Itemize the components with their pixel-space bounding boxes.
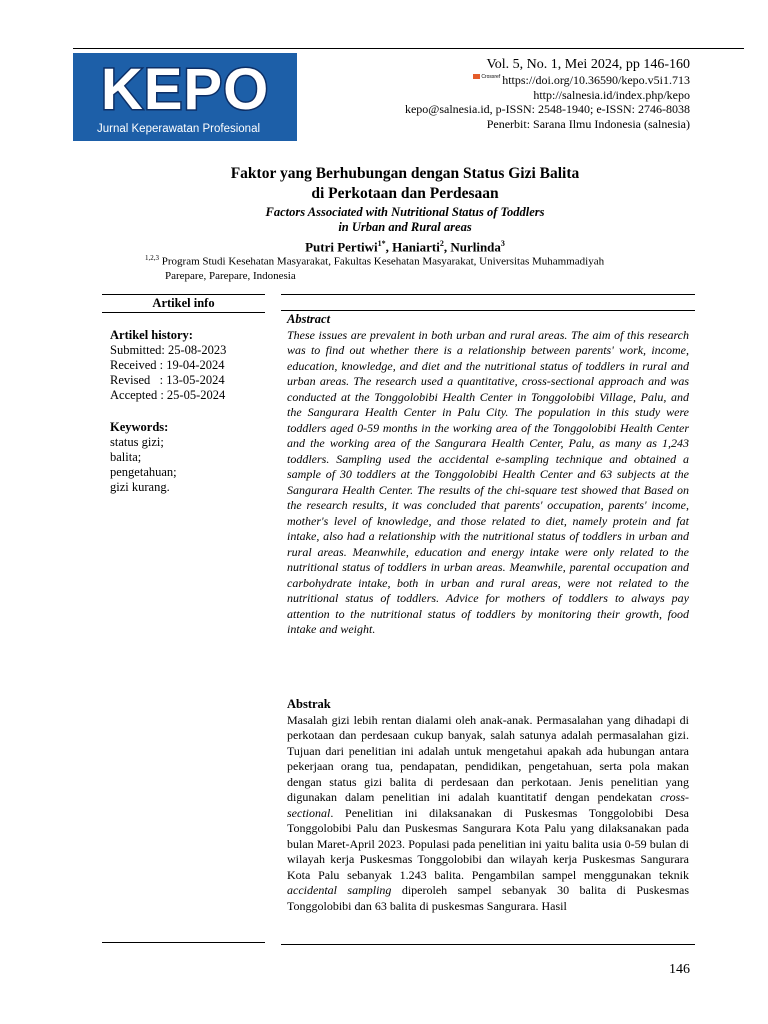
doi-line	[473, 73, 690, 88]
abstract-en-label: Abstract	[287, 312, 331, 326]
journal-publisher: Penerbit: Sarana Ilmu Indonesia (salnesia)	[486, 117, 690, 131]
keyword-item: gizi kurang.	[110, 480, 170, 494]
journal-email-issn: kepo@salnesia.id, p-ISSN: 2548-1940; e-ISSN: 2746-8038	[404, 102, 690, 116]
crossref-icon: Crossref	[473, 74, 500, 80]
keyword-item: pengetahuan;	[110, 465, 177, 479]
journal-logo	[73, 53, 297, 141]
history-received: Received : 19-04-2024	[110, 358, 225, 372]
keywords	[110, 420, 265, 495]
info-bottom-rule	[102, 942, 265, 943]
article-info-heading: Artikel info	[152, 296, 215, 310]
history-revised: Revised : 13-05-2024	[110, 373, 225, 387]
abstract-en	[287, 312, 689, 638]
affiliation: $^{1,2,3}$ Program Studi Kesehatan Masyarakat, Fakultas Kesehatan Masyarakat, Universitas Muhammadiyah Parepare, Parepare, Indonesia	[145, 254, 605, 282]
abstract-id	[287, 697, 689, 914]
author-2: Haniarti	[392, 239, 440, 255]
logo-subtitle: Jurnal Keperawatan Profesional	[97, 123, 261, 135]
author-3: Nurlinda	[450, 239, 501, 255]
info-sub-rule	[102, 312, 265, 313]
abstract-sub-rule	[281, 310, 695, 311]
keyword-item: balita;	[110, 450, 142, 464]
abstract-id-label: Abstrak	[287, 697, 331, 711]
journal-url[interactable]: http://salnesia.id/index.php/kepo	[533, 88, 690, 102]
article-history	[110, 328, 265, 403]
abstract-id-text: Masalah gizi lebih rentan dialami oleh anak-anak. Permasalahan yang dihadapi di perkotaan dan perdesaan cukup banyak, salah satunya adalah permasalahan gizi. Tujuan dari penelitian ini adalah untuk mengetahui apakah ada hubungan antara pekerjaan orang tua, pendapatan, pendidikan, pengetahuan, serta pola makan dengan status gizi balita di perdesaan dan perkotaan. Jenis penelitian yang digunakan dalam penelitian ini adalah kuantitatif dengan pendekatan cross-sectional. Penelitian ini dilaksanakan di Puskesmas Tonggolobibi Desa Tonggolobibi Palu dan Puskesmas Sangurara Kota Palu yang dilaksanakan pada bulan Maret-April 2023. Populasi pada penelitian ini yaitu balita usia 0-59 bulan di wilayah kerja Puskesmas Tonggolobibi dan wilayah kerja Puskesmas Sangurara Kota Palu sebanyak 1.243 balita. Pengambilan sampel menggunakan teknik accidental sampling diperoleh sampel sebanyak 30 balita di Puskesmas Tonggolobibi dan 63 balita di puskesmas Sangurara. Hasil	[287, 712, 690, 913]
author-1: Putri Pertiwi	[305, 239, 378, 255]
article-title-en-line1: Factors Associated with Nutritional Status of Toddlers	[265, 205, 545, 219]
history-submitted: Submitted: 25-08-2023	[110, 343, 227, 357]
header-rule	[73, 48, 744, 49]
abstract-en-text: These issues are prevalent in both urban and rural areas. The aim of this research was to find out whether there is a relationship between parents' work, income, education, knowledge, and diet and the nutritional status of toddlers in rural and urban areas. The research used a quantitative, cross-sectional approach and was conducted at the Tonggolobibi Health Center in Tonggolobibi Village, Palu, and the Sangurara Health Center in Palu City. The population in this study were toddlers aged 0-59 months in the working area of the Tonggolobibi Health Center and the working area of the Sangurara Health Center, Palu, as many as 1,243 toddlers. Sampling used the accidental e-sampling technique and obtained a sample of 30 toddlers at the Tonggolobibi Health Center and 63 subjects at the Sangurara Health Center. The results of the chi-square test showed that Based on the research results, it was concluded that parents' occupation, parents' income, mother's level of knowledge, and those related to diet, namely protein and fat intake, also had a relationship with the nutritional status of toddlers in urban and rural areas. Meanwhile, education and energy intake were only related to the nutritional status of toddlers in urban areas. Meanwhile, parental occupation and carbohydrate intake, both in urban and rural areas, were not related to the nutritional status of toddlers. Advice for mothers of toddlers to always pay attention to the nutritional status of toddlers by monitoring their growth, food intake and weight.	[287, 327, 689, 636]
history-accepted: Accepted : 25-05-2024	[110, 388, 226, 402]
doi-link[interactable]: https://doi.org/10.36590/kepo.v5i1.713	[502, 73, 690, 87]
journal-volume: Vol. 5, No. 1, Mei 2024, pp 146-160	[486, 57, 690, 72]
keyword-item: status gizi;	[110, 435, 164, 449]
abstract-bottom-rule	[281, 944, 695, 945]
article-title-line2: di Perkotaan dan Perdesaan	[311, 185, 499, 202]
author-list: Putri Pertiwi$^{1*}$, Haniarti$^2$, Nurlinda$^3$	[305, 239, 505, 255]
logo-wordmark: KEPO	[100, 57, 270, 122]
keywords-label: Keywords:	[110, 420, 169, 434]
page-number: 146	[669, 962, 690, 977]
abstract-top-rule	[281, 294, 695, 295]
article-title-line1: Faktor yang Berhubungan dengan Status Gizi Balita	[230, 165, 580, 182]
article-title-en-line2: in Urban and Rural areas	[338, 220, 472, 234]
info-top-rule	[102, 294, 265, 295]
history-label: Artikel history:	[110, 328, 193, 342]
